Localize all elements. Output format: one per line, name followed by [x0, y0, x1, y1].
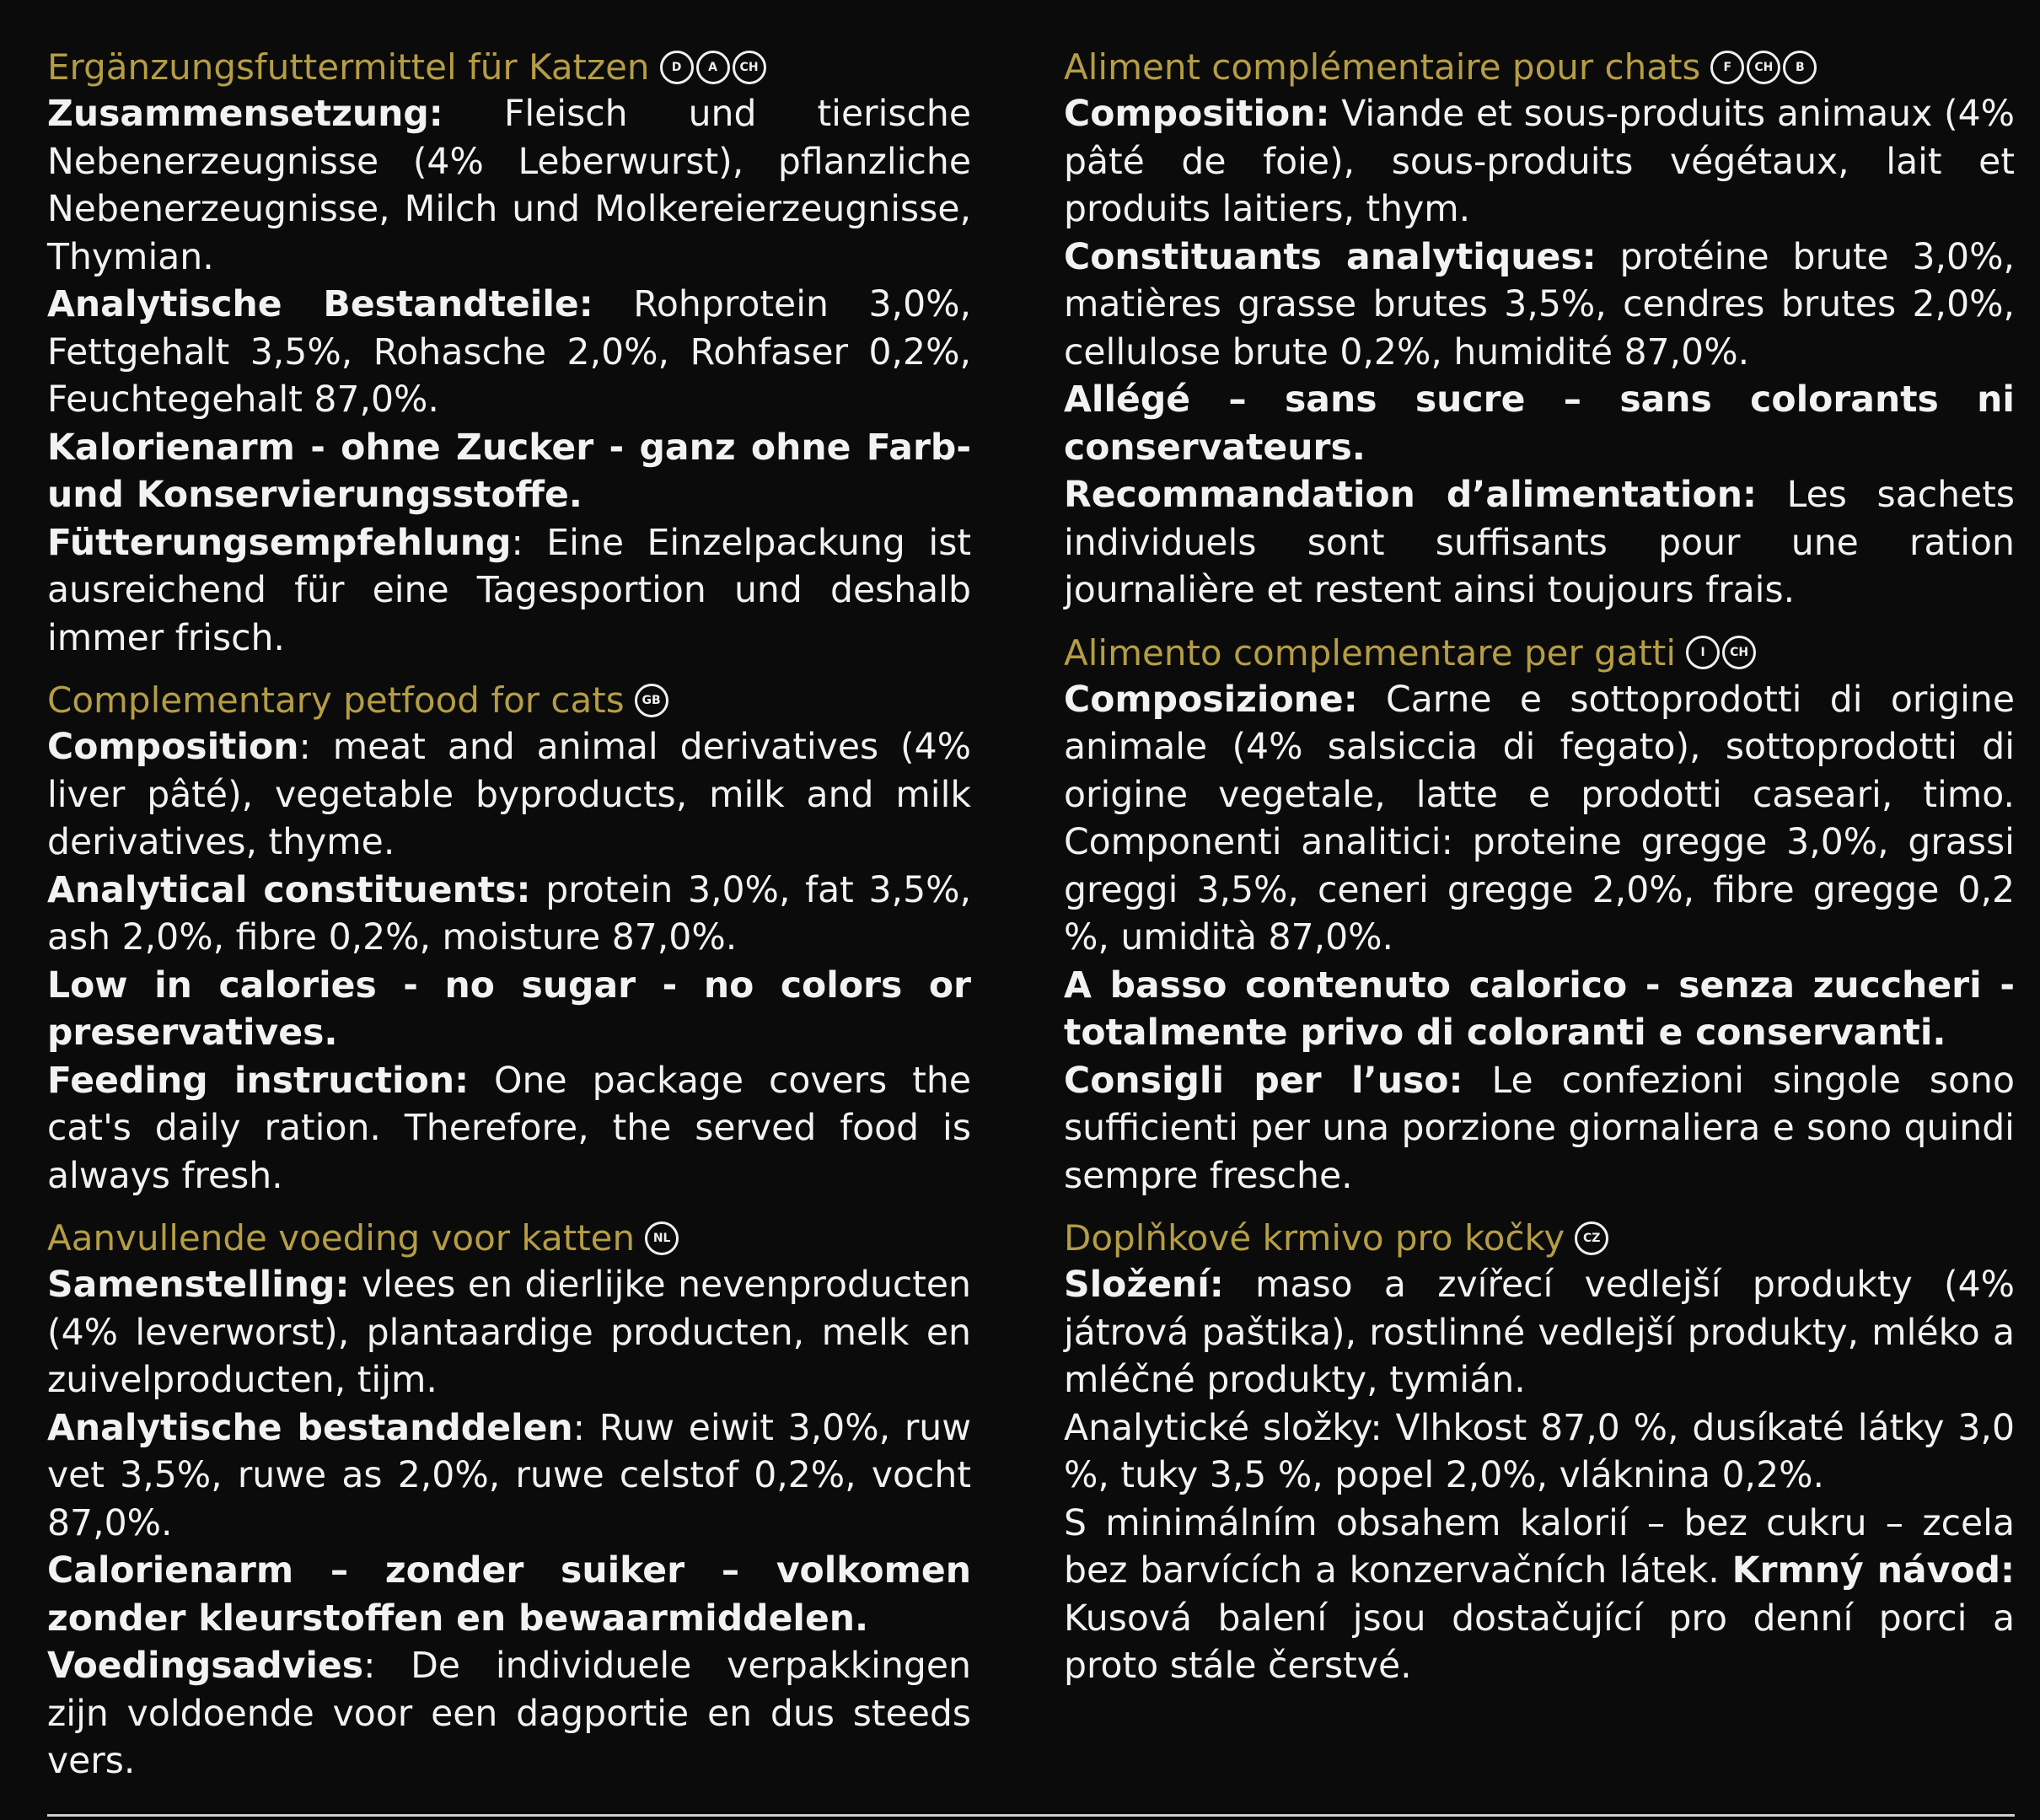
- section-aliment-complementaire-pour-chats: [1064, 44, 2015, 615]
- country-badges: [1575, 1217, 1611, 1259]
- body-text: Viande et sous-produits animaux (4% pâté de foie), sous-produits végétaux, lait et produits laitiers, thym.: [1064, 94, 2015, 230]
- body-text: : De individuele verpakkingen zijn voldoende voor een dagportie en dus steeds vers.: [47, 1646, 971, 1782]
- bold-text: Consigli per l’uso:: [1064, 1060, 1463, 1102]
- section-heading: [47, 677, 971, 724]
- section-heading: [1064, 1215, 2015, 1262]
- bold-text: A basso contenuto calorico - senza zuccheri - totalmente privo di coloranti e conservanti.: [1064, 964, 2015, 1054]
- country-code-badge: B: [1783, 51, 1817, 84]
- body-text: One package covers the cat's daily ration. Therefore, the served food is always fresh.: [47, 1060, 971, 1197]
- country-code-badge: NL: [645, 1221, 679, 1255]
- section-heading: [1064, 630, 2015, 677]
- bold-text: Kalorienarm - ohne Zucker - ganz ohne Farb- und Konservierungsstoffe.: [47, 427, 971, 516]
- section-title: Doplňkové krmivo pro kočky: [1064, 1217, 1565, 1259]
- section-paragraph: [47, 1058, 971, 1201]
- country-code-badge: A: [696, 51, 730, 84]
- section-paragraph: [1064, 377, 2015, 472]
- country-code-badge: I: [1686, 636, 1720, 669]
- section-paragraph: [1064, 1058, 2015, 1201]
- section-paragraph: [47, 91, 971, 282]
- country-code-badge: CH: [1722, 636, 1756, 669]
- bold-text: Composition:: [1064, 94, 1330, 135]
- section-paragraph: [47, 1262, 971, 1405]
- section-heading: [1064, 44, 2015, 91]
- section-paragraph: [1064, 1262, 2015, 1405]
- bold-text: Analytical constituents:: [47, 869, 531, 911]
- bold-text: Analytische bestanddelen: [47, 1407, 573, 1449]
- section-title: Aliment complémentaire pour chats: [1064, 46, 1701, 88]
- body-text: Le confezioni singole sono sufficienti per una porzione giornaliera e sono quindi sempre fresche.: [1064, 1060, 2015, 1197]
- section-paragraph: [47, 1548, 971, 1643]
- section-erganzungsfuttermittel-fur-katzen: [47, 44, 971, 663]
- section-heading: [47, 1215, 971, 1262]
- bold-text: Fütterungsempfehlung: [47, 522, 512, 564]
- body-text: : Eine Einzelpackung ist ausreichend für eine Tagesportion und deshalb immer frisch.: [47, 522, 971, 659]
- column-right: [1064, 44, 2015, 1705]
- body-text: Les sachets individuels sont suffisants pour une ration journalière et restent ainsi toujours frais.: [1064, 475, 2015, 611]
- section-paragraph: [1064, 234, 2015, 378]
- country-code-badge: D: [660, 51, 694, 84]
- section-title: Alimento complementare per gatti: [1064, 631, 1677, 674]
- section-paragraph: [47, 724, 971, 867]
- bold-text: Krmný návod:: [1731, 1550, 2015, 1592]
- body-text: protein 3,0%, fat 3,5%, ash 2,0%, fibre 0,2%, moisture 87,0%.: [47, 869, 971, 958]
- country-code-badge: GB: [635, 684, 668, 717]
- body-text: vlees en dierlijke nevenproducten (4% leverworst), plantaardige producten, melk en zuivelproducten, tijm.: [47, 1264, 971, 1401]
- body-text: S minimálním obsahem kalorií – bez cukru – zcela bez barvících a konzervačních látek.: [1064, 1502, 2015, 1592]
- section-alimento-complementare-per-gatti: [1064, 630, 2015, 1201]
- bold-text: Composizione:: [1064, 679, 1358, 721]
- bold-text: Složení:: [1064, 1264, 1224, 1306]
- section-paragraph: [1064, 1405, 2015, 1501]
- country-badges: [645, 1217, 681, 1259]
- bold-text: Calorienarm – zonder suiker – volkomen zonder kleurstoffen en bewaarmiddelen.: [47, 1550, 971, 1640]
- section-paragraph: [47, 1405, 971, 1549]
- section-paragraph: [1064, 1501, 2015, 1691]
- section-paragraph: [47, 1643, 971, 1786]
- section-title: Ergänzungsfuttermittel für Katzen: [47, 46, 650, 88]
- bold-text: Voedingsadvies: [47, 1646, 364, 1687]
- body-text: : meat and animal derivatives (4% liver pâté), vegetable byproducts, milk and milk derivatives, thyme.: [47, 727, 971, 863]
- section-paragraph: [1064, 677, 2015, 963]
- section-title: Complementary petfood for cats: [47, 679, 625, 721]
- bold-text: Composition: [47, 727, 299, 768]
- body-text: Carne e sottoprodotti di origine animale (4% salsiccia di fegato), sottoprodotti di origine vegetale, latte e prodotti caseari, timo. Componenti analitici: proteine gregge 3,0%, grassi greggi 3,5%, ceneri gregge 2,0%, fibre gregge 0,2 %, umidità 87,0%.: [1064, 679, 2015, 958]
- country-badges: [635, 679, 671, 721]
- bold-text: Recommandation d’alimentation:: [1064, 475, 1757, 516]
- column-left: [47, 44, 971, 1801]
- bold-text: Analytische Bestandteile:: [47, 284, 593, 325]
- section-aanvullende-voeding-voor-katten: [47, 1215, 971, 1786]
- section-paragraph: [47, 963, 971, 1058]
- body-text: Analytické složky: Vlhkost 87,0 %, dusíkaté látky 3,0 %, tuky 3,5 %, popel 2,0%, vláknina 0,2%.: [1064, 1407, 2015, 1496]
- section-heading: [47, 44, 971, 91]
- section-paragraph: [1064, 91, 2015, 234]
- section-paragraph: [47, 867, 971, 963]
- bottom-divider: [47, 1814, 2015, 1817]
- country-badges: [1710, 46, 1819, 88]
- country-code-badge: F: [1710, 51, 1744, 84]
- bold-text: Zusammensetzung:: [47, 94, 443, 135]
- bold-text: Allégé – sans sucre – sans colorants ni conservateurs.: [1064, 379, 2015, 469]
- country-code-badge: CH: [1747, 51, 1780, 84]
- section-paragraph: [47, 520, 971, 663]
- bold-text: Constituants analytiques:: [1064, 236, 1597, 278]
- country-code-badge: CH: [733, 51, 766, 84]
- country-badges: [1686, 632, 1758, 674]
- body-text: Kusová balení jsou dostačující pro denní porci a proto stále čerstvé.: [1064, 1597, 2015, 1687]
- section-title: Aanvullende voeding voor katten: [47, 1217, 636, 1259]
- body-text: Fleisch und tierische Nebenerzeugnisse (4% Leberwurst), pflanzliche Nebenerzeugnisse, Milch und Molkereierzeugnisse, Thymian.: [47, 94, 971, 278]
- body-text: protéine brute 3,0%, matières grasse brutes 3,5%, cendres brutes 2,0%, cellulose brute 0,2%, humidité 87,0%.: [1064, 236, 2015, 373]
- body-text: maso a zvířecí vedlejší produkty (4% játrová paštika), rostlinné vedlejší produkty, mléko a mléčné produkty, tymián.: [1064, 1264, 2015, 1401]
- section-paragraph: [47, 425, 971, 520]
- bold-text: Low in calories - no sugar - no colors or preservatives.: [47, 964, 971, 1054]
- body-text: : Ruw eiwit 3,0%, ruw vet 3,5%, ruwe as 2,0%, ruwe celstof 0,2%, vocht 87,0%.: [47, 1407, 971, 1544]
- body-text: Rohprotein 3,0%, Fettgehalt 3,5%, Rohasche 2,0%, Rohfaser 0,2%, Feuchtegehalt 87,0%.: [47, 284, 971, 421]
- section-paragraph: [47, 282, 971, 425]
- bold-text: Samenstelling:: [47, 1264, 350, 1306]
- section-complementary-petfood-for-cats: [47, 677, 971, 1200]
- bold-text: Feeding instruction:: [47, 1060, 470, 1102]
- section-doplnkove-krmivo-pro-kocky: [1064, 1215, 2015, 1691]
- section-paragraph: [1064, 963, 2015, 1058]
- country-badges: [660, 46, 769, 88]
- country-code-badge: CZ: [1575, 1221, 1608, 1255]
- section-paragraph: [1064, 472, 2015, 615]
